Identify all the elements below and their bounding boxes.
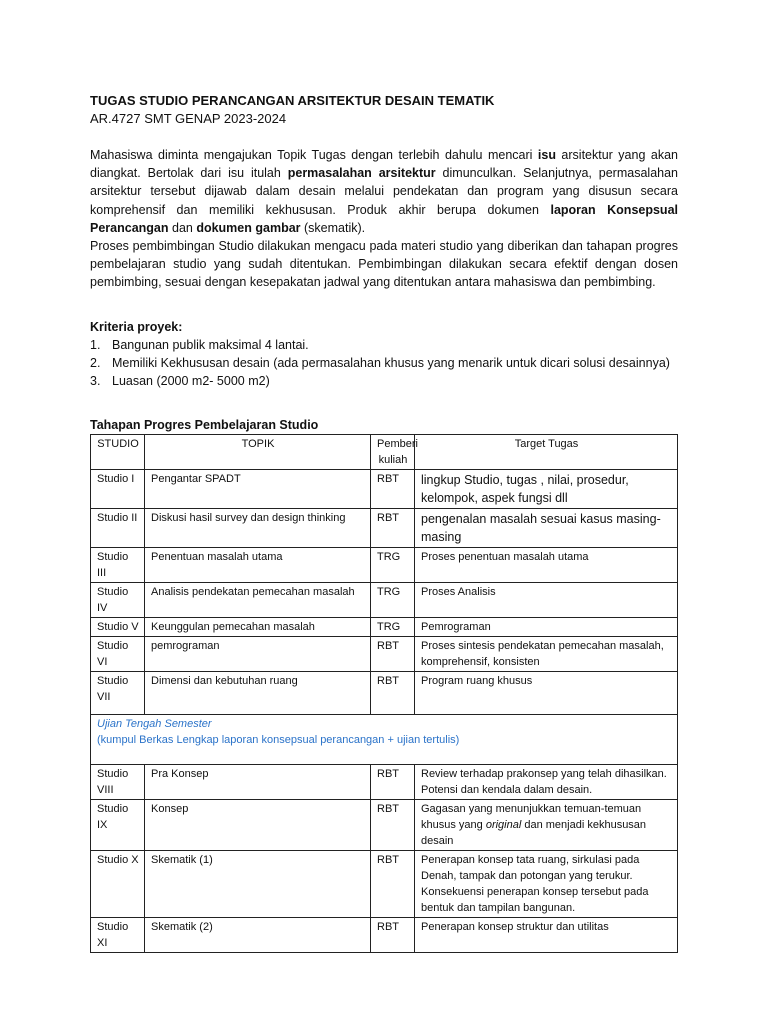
cell-topik: Penentuan masalah utama — [145, 547, 371, 582]
cell-pemberi: RBT — [371, 508, 415, 547]
cell-topik: Skematik (1) — [145, 850, 371, 917]
progress-table — [90, 434, 678, 953]
cell-pemberi: TRG — [371, 582, 415, 617]
table-row — [91, 764, 678, 799]
intro-paragraph-2: Proses pembimbingan Studio dilakukan mengacu pada materi studio yang diberikan dan tahapan progres pembelajaran studio yang sudah ditentukan. Pembimbingan dilakukan secara efektif dengan dosen pembimbing, sesuai dengan kesepakatan jadwal yang ditentukan antara mahasiswa dan pembimbing. — [90, 239, 678, 290]
cell-topik: pemrograman — [145, 636, 371, 671]
cell-target: lingkup Studio, tugas , nilai, prosedur, kelompok, aspek fungsi dll — [415, 469, 678, 508]
cell-topik: Pengantar SPADT — [145, 469, 371, 508]
criteria-item: 3. Luasan (2000 m2- 5000 m2) — [90, 373, 270, 388]
cell-topik: Analisis pendekatan pemecahan masalah — [145, 582, 371, 617]
doc-title: TUGAS STUDIO PERANCANGAN ARSITEKTUR DESAIN TEMATIK — [90, 93, 495, 108]
cell-studio: Studio VI — [91, 636, 145, 671]
intro-paragraph-1: Mahasiswa diminta mengajukan Topik Tugas dengan terlebih dahulu mencari isu arsitektur yang akan diangkat. Bertolak dari isu itulah permasalahan arsitektur dimunculkan. Selanjutnya, permasalahan arsitektur tersebut dijawab dalam desain melalui pendekatan dan program yang disusun secara komprehensif dan memiliki kekhususan. Produk akhir berupa dokumen laporan Konsepsual Perancangan dan dokumen gambar (skematik). — [90, 148, 678, 235]
course-code: AR.4727 SMT GENAP 2023-2024 — [90, 111, 287, 126]
cell-target: Gagasan yang menunjukkan temuan-temuan khusus yang original dan menjadi kekhususan desain — [415, 799, 678, 850]
cell-pemberi: TRG — [371, 547, 415, 582]
table-header-row — [91, 434, 678, 469]
criteria-item: 1. Bangunan publik maksimal 4 lantai. — [90, 337, 309, 352]
cell-target: Program ruang khusus — [415, 671, 678, 714]
cell-pemberi: TRG — [371, 617, 415, 636]
cell-studio: Studio X — [91, 850, 145, 917]
header-pemberi: Pemberi kuliah — [371, 434, 415, 469]
cell-target: Penerapan konsep tata ruang, sirkulasi pada Denah, tampak dan potongan yang terukur. Konsekuensi penerapan konsep tersebut pada bentuk dan tampilan bangunan. — [415, 850, 678, 917]
table-title: Tahapan Progres Pembelajaran Studio — [90, 417, 319, 432]
cell-topik: Skematik (2) — [145, 917, 371, 952]
cell-target: Pemrograman — [415, 617, 678, 636]
cell-pemberi: RBT — [371, 469, 415, 508]
cell-studio: Studio IX — [91, 799, 145, 850]
uts-row — [91, 714, 678, 764]
table-row — [91, 671, 678, 714]
cell-topik: Pra Konsep — [145, 764, 371, 799]
document-page — [90, 92, 678, 953]
uts-cell — [91, 714, 678, 764]
cell-target: Review terhadap prakonsep yang telah dihasilkan. Potensi dan kendala dalam desain. — [415, 764, 678, 799]
cell-studio: Studio III — [91, 547, 145, 582]
table-row — [91, 850, 678, 917]
cell-pemberi: RBT — [371, 671, 415, 714]
cell-studio: Studio XI — [91, 917, 145, 952]
cell-target: Proses sintesis pendekatan pemecahan masalah, komprehensif, konsisten — [415, 636, 678, 671]
cell-studio: Studio VIII — [91, 764, 145, 799]
criteria-list — [90, 336, 678, 390]
uts-note: (kumpul Berkas Lengkap laporan konsepsual perancangan + ujian tertulis) — [97, 733, 460, 746]
cell-pemberi: RBT — [371, 764, 415, 799]
cell-target: Penerapan konsep struktur dan utilitas — [415, 917, 678, 952]
cell-pemberi: RBT — [371, 850, 415, 917]
cell-studio: Studio VII — [91, 671, 145, 714]
table-row — [91, 617, 678, 636]
header-target: Target Tugas — [415, 434, 678, 469]
table-row — [91, 799, 678, 850]
table-row — [91, 636, 678, 671]
table-row — [91, 508, 678, 547]
cell-topik: Keunggulan pemecahan masalah — [145, 617, 371, 636]
header-studio: STUDIO — [91, 434, 145, 469]
cell-target: Proses Analisis — [415, 582, 678, 617]
table-row — [91, 469, 678, 508]
uts-title: Ujian Tengah Semester — [97, 717, 212, 730]
cell-topik: Diskusi hasil survey dan design thinking — [145, 508, 371, 547]
cell-target: Proses penentuan masalah utama — [415, 547, 678, 582]
cell-topik: Konsep — [145, 799, 371, 850]
cell-target: pengenalan masalah sesuai kasus masing-masing — [415, 508, 678, 547]
table-row — [91, 917, 678, 952]
cell-pemberi: RBT — [371, 917, 415, 952]
table-row — [91, 582, 678, 617]
criteria-title: Kriteria proyek: — [90, 319, 183, 334]
cell-studio: Studio V — [91, 617, 145, 636]
cell-topik: Dimensi dan kebutuhan ruang — [145, 671, 371, 714]
header-topik: TOPIK — [145, 434, 371, 469]
criteria-item: 2. Memiliki Kekhususan desain (ada permasalahan khusus yang menarik untuk dicari solusi desainnya) — [90, 355, 670, 370]
cell-studio: Studio IV — [91, 582, 145, 617]
cell-studio: Studio I — [91, 469, 145, 508]
cell-pemberi: RBT — [371, 636, 415, 671]
cell-studio: Studio II — [91, 508, 145, 547]
table-row — [91, 547, 678, 582]
cell-pemberi: RBT — [371, 799, 415, 850]
